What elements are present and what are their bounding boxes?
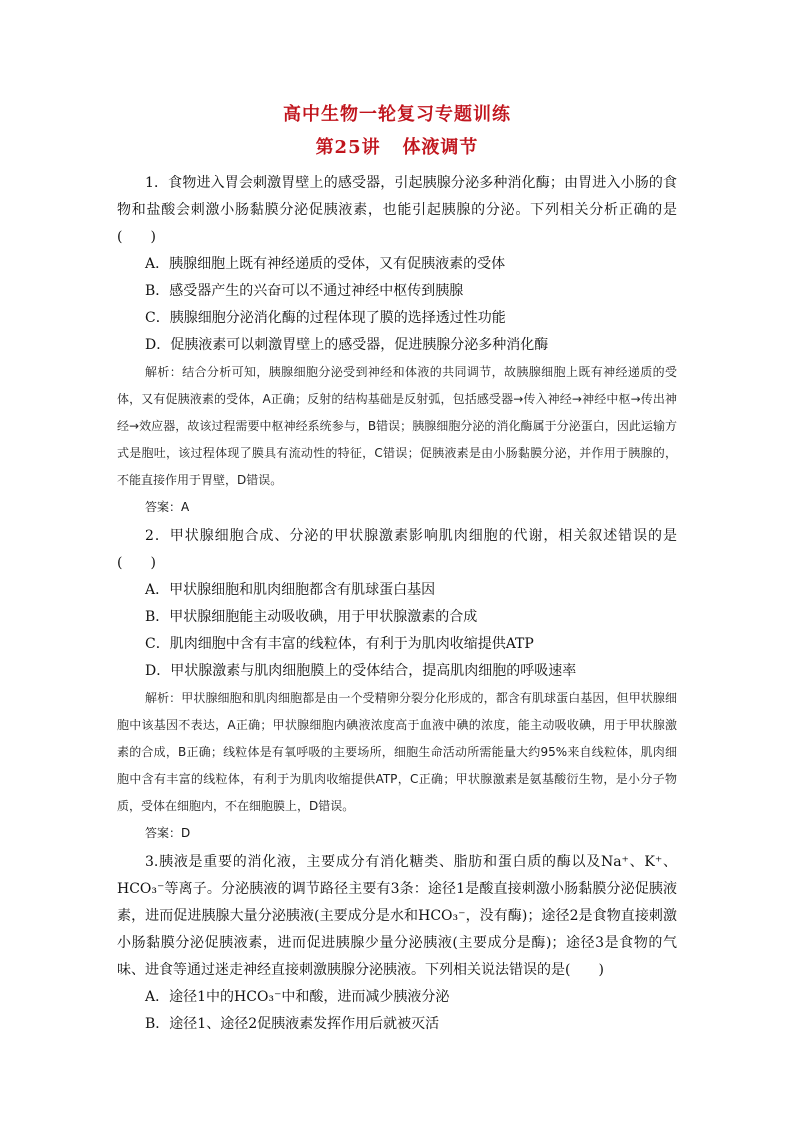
lecture-subtitle (0, 133, 794, 159)
question-2-option-a: A．甲状腺细胞和肌肉细胞都含有肌球蛋白基因 (145, 582, 436, 598)
question-1-explanation: 解析：结合分析可知，胰腺细胞分泌受到神经和体液的共同调节，故胰腺细胞上既有神经递质的受体，又有促胰液素的受体，A正确；反射的结构基础是反射弧，包括感受器→传入神经→神经中枢→传出神经→效应器，故该过程需要中枢神经系统参与，B错误；胰腺细胞分泌的消化酶属于分泌蛋白，因此运输方式是胞吐，该过程体现了膜具有流动性的特征，C错误；促胰液素是由小肠黏膜分泌，并作用于胰腺的，不能直接作用于胃壁，D错误。 (117, 365, 677, 487)
question-1-stem: 1．食物进入胃会刺激胃壁上的感受器，引起胰腺分泌多种消化酶；由胃进入小肠的食物和盐酸会刺激小肠黏膜分泌促胰液素，也能引起胰腺的分泌。下列相关分析正确的是( ) (117, 175, 677, 245)
question-2-option-b: B．甲状腺细胞能主动吸收碘，用于甲状腺激素的合成 (145, 609, 478, 625)
lecture-number: 第25讲 (315, 137, 381, 158)
question-2-explanation: 解析：甲状腺细胞和肌肉细胞都是由一个受精卵分裂分化形成的，都含有肌球蛋白基因，但甲状腺细胞中该基因不表达，A正确；甲状腺细胞内碘液浓度高于血液中碘的浓度，能主动吸收碘，用于甲状腺激素的合成，B正确；线粒体是有氧呼吸的主要场所，细胞生命活动所需能量大约95%来自线粒体，肌肉细胞中含有丰富的线粒体，有利于为肌肉收缩提供ATP，C正确；甲状腺激素是氨基酸衍生物，是小分子物质，受体在细胞内，不在细胞膜上，D错误。 (117, 691, 677, 813)
question-2-option-d: D．甲状腺激素与肌肉细胞膜上的受体结合，提高肌肉细胞的呼吸速率 (145, 663, 577, 679)
question-content (117, 170, 677, 1038)
question-2-stem: 2．甲状腺细胞合成、分泌的甲状腺激素影响肌肉细胞的代谢，相关叙述错误的是( ) (117, 528, 677, 571)
question-3-option-b: B．途径1、途径2促胰液素发挥作用后就被灭活 (145, 1016, 440, 1032)
question-3-option-a: A．途径1中的HCO₃⁻中和酸，进而减少胰液分泌 (145, 989, 450, 1005)
question-1-option-d: D．促胰液素可以刺激胃壁上的感受器，促进胰腺分泌多种消化酶 (145, 337, 549, 353)
question-1-answer: 答案：A (145, 500, 190, 514)
question-1-option-b: B．感受器产生的兴奋可以不通过神经中枢传到胰腺 (145, 283, 464, 299)
question-1-option-a: A．胰腺细胞上既有神经递质的受体，又有促胰液素的受体 (145, 256, 506, 272)
document-title: 高中生物一轮复习专题训练 (283, 104, 511, 125)
question-2-option-c: C．肌肉细胞中含有丰富的线粒体，有利于为肌肉收缩提供ATP (145, 636, 534, 652)
lecture-topic: 体液调节 (402, 137, 479, 158)
question-2-answer: 答案：D (145, 826, 191, 840)
question-1-option-c: C．胰腺细胞分泌消化酶的过程体现了膜的选择透过性功能 (145, 310, 506, 326)
question-3-stem: 3.胰液是重要的消化液，主要成分有消化糖类、脂肪和蛋白质的酶以及Na⁺、K⁺、HCO₃⁻等离子。分泌胰液的调节路径主要有3条：途径1是酸直接刺激小肠黏膜分泌促胰液素，进而促进胰腺大量分泌胰液(主要成分是水和HCO₃⁻，没有酶)；途径2是食物直接刺激小肠黏膜分泌促胰液素，进而促进胰腺少量分泌胰液(主要成分是酶)；途径3是食物的气味、进食等通过迷走神经直接刺激胰腺分泌胰液。下列相关说法错误的是( ) (117, 854, 677, 978)
